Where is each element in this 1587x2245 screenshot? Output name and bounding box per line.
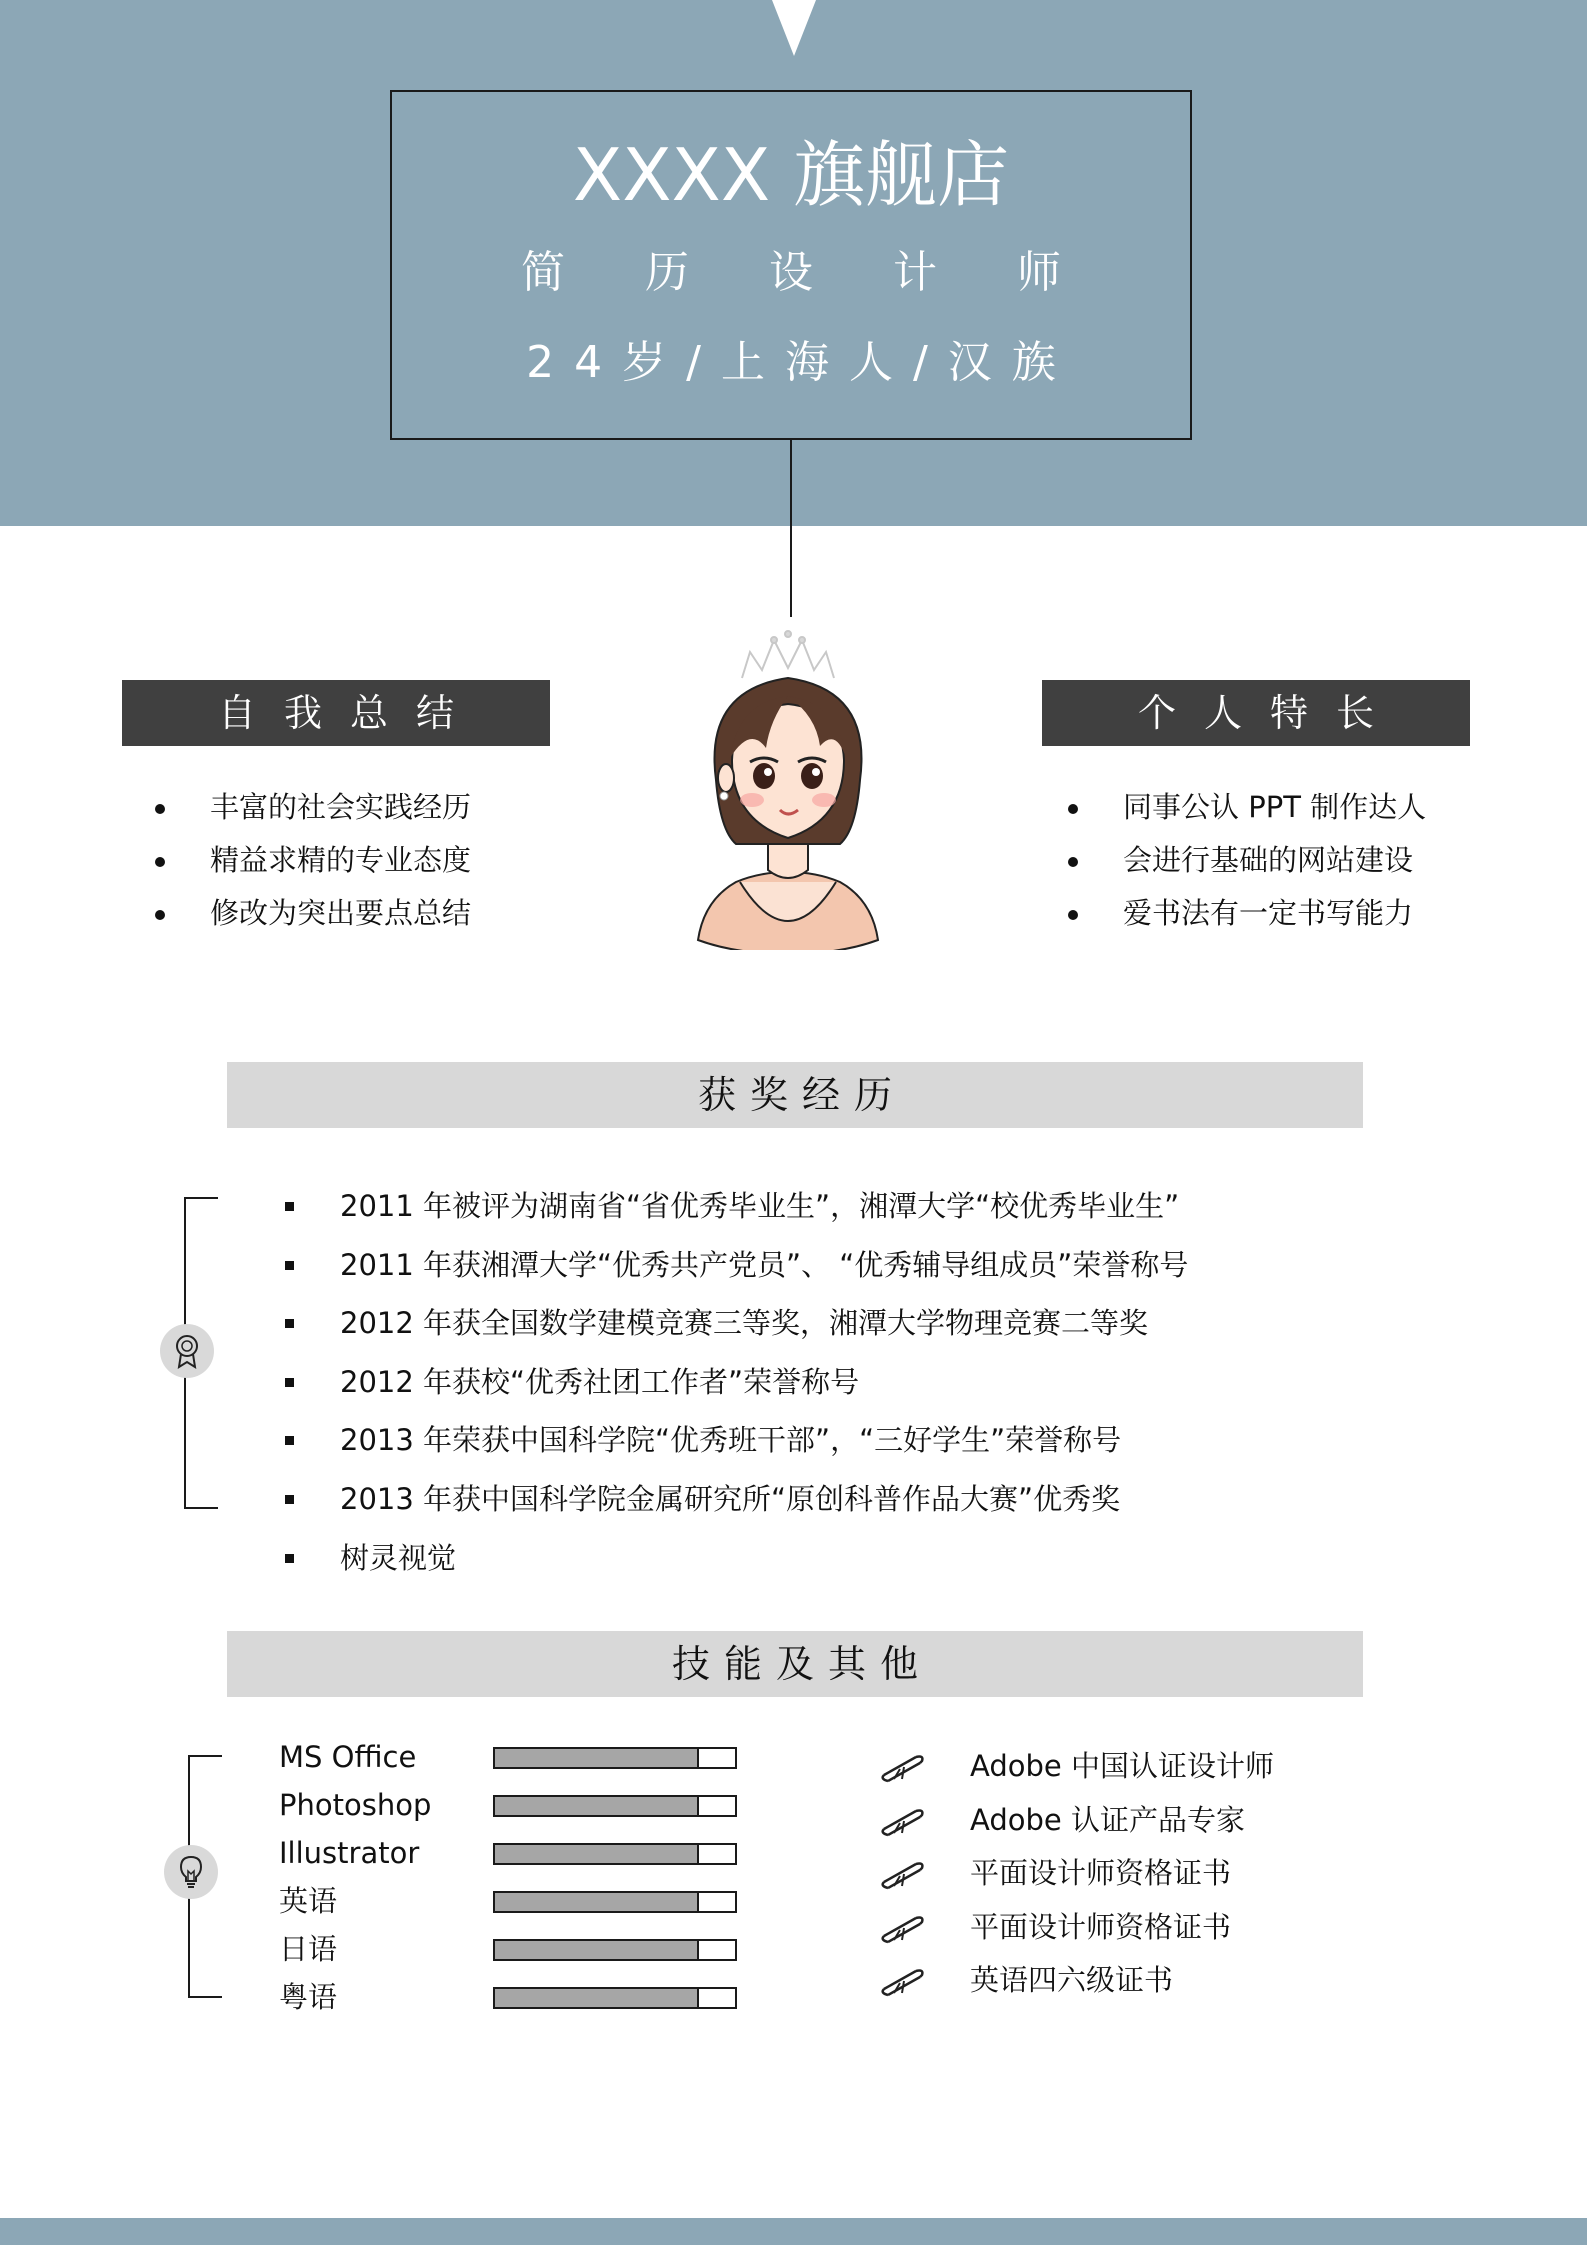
skill-label: Photoshop bbox=[279, 1788, 432, 1822]
skill-fill bbox=[495, 1941, 699, 1959]
resume-role: 简历设计师 bbox=[521, 247, 1141, 298]
list-item: 会进行基础的网站建设 bbox=[1068, 834, 1426, 887]
certificate-item bbox=[880, 1902, 1340, 1956]
skill-label: Illustrator bbox=[279, 1836, 420, 1870]
certificate-item bbox=[880, 1955, 1340, 2009]
skill-bar bbox=[493, 1843, 737, 1865]
resume-info: 24岁/上海人/汉族 bbox=[526, 337, 1076, 388]
list-item: 2011 年被评为湖南省“省优秀毕业生”，湘潭大学“校优秀毕业生” bbox=[285, 1177, 1188, 1236]
connector-line bbox=[790, 440, 792, 617]
certificates-list bbox=[880, 1741, 1340, 2009]
avatar bbox=[690, 630, 890, 950]
skill-fill bbox=[495, 1893, 699, 1911]
skill-bar bbox=[493, 1795, 737, 1817]
skill-bar bbox=[493, 1987, 737, 2009]
skill-row bbox=[279, 1781, 739, 1829]
list-item: 2013 年获中国科学院金属研究所“原创科普作品大赛”优秀奖 bbox=[285, 1470, 1188, 1529]
skill-fill bbox=[495, 1797, 699, 1815]
certificate-label: 平面设计师资格证书 bbox=[970, 1856, 1232, 1890]
lightbulb-icon bbox=[164, 1845, 218, 1899]
list-item: 丰富的社会实践经历 bbox=[155, 781, 471, 834]
list-item: 同事公认 PPT 制作达人 bbox=[1068, 781, 1426, 834]
skill-label: 日语 bbox=[279, 1932, 338, 1966]
skill-bar bbox=[493, 1891, 737, 1913]
list-item: 2011 年获湘潭大学“优秀共产党员”、 “优秀辅导组成员”荣誉称号 bbox=[285, 1236, 1188, 1295]
list-item: 树灵视觉 bbox=[285, 1529, 1188, 1588]
footer-band bbox=[0, 2218, 1587, 2245]
certificate-label: Adobe 认证产品专家 bbox=[970, 1802, 1245, 1837]
skill-bar bbox=[493, 1939, 737, 1961]
list-item: 修改为突出要点总结 bbox=[155, 887, 471, 940]
skill-label: MS Office bbox=[279, 1740, 417, 1774]
skill-row bbox=[279, 1877, 739, 1925]
certificate-label: 英语四六级证书 bbox=[970, 1963, 1174, 1997]
certificate-item bbox=[880, 1741, 1340, 1795]
certificate-label: 平面设计师资格证书 bbox=[970, 1909, 1232, 1944]
skill-fill bbox=[495, 1845, 699, 1863]
title-box bbox=[390, 90, 1192, 440]
certificate-item bbox=[880, 1795, 1340, 1849]
diploma-scroll-icon bbox=[880, 1910, 928, 1944]
list-item: 精益求精的专业态度 bbox=[155, 834, 471, 887]
specialties-title: 个人特长 bbox=[1137, 691, 1402, 735]
list-item: 爱书法有一定书写能力 bbox=[1068, 887, 1426, 940]
certificate-item bbox=[880, 1848, 1340, 1902]
self-summary-header bbox=[122, 680, 550, 746]
skills-title: 技能及其他 bbox=[671, 1642, 932, 1686]
skill-row bbox=[279, 1733, 739, 1781]
skill-row bbox=[279, 1925, 739, 1973]
diploma-scroll-icon bbox=[880, 1749, 928, 1783]
skill-row bbox=[279, 1973, 739, 2021]
skill-label: 粤语 bbox=[279, 1980, 338, 2014]
skills-list bbox=[279, 1733, 739, 2021]
award-medal-icon bbox=[160, 1324, 214, 1378]
awards-list bbox=[285, 1177, 1188, 1587]
self-summary-title: 自我总结 bbox=[217, 691, 482, 735]
certificate-label: Adobe 中国认证设计师 bbox=[970, 1749, 1274, 1783]
skill-bar bbox=[493, 1747, 737, 1769]
list-item: 2012 年获全国数学建模竞赛三等奖，湘潭大学物理竞赛二等奖 bbox=[285, 1294, 1188, 1353]
specialties-list bbox=[1068, 781, 1426, 940]
skill-fill bbox=[495, 1989, 699, 2007]
awards-header bbox=[227, 1062, 1363, 1128]
resume-name: XXXX 旗舰店 bbox=[572, 133, 1010, 217]
skill-row bbox=[279, 1829, 739, 1877]
skill-label: 英语 bbox=[279, 1884, 338, 1918]
header-notch bbox=[772, 0, 816, 56]
specialties-header bbox=[1042, 680, 1470, 746]
tiara-icon bbox=[742, 631, 834, 678]
list-item: 2013 年荣获中国科学院“优秀班干部”，“三好学生”荣誉称号 bbox=[285, 1411, 1188, 1470]
skills-header bbox=[227, 1631, 1363, 1697]
diploma-scroll-icon bbox=[880, 1856, 928, 1890]
list-item: 2012 年获校“优秀社团工作者”荣誉称号 bbox=[285, 1353, 1188, 1412]
awards-title: 获奖经历 bbox=[697, 1073, 906, 1117]
self-summary-list bbox=[155, 781, 471, 940]
diploma-scroll-icon bbox=[880, 1963, 928, 1997]
skill-fill bbox=[495, 1749, 699, 1767]
diploma-scroll-icon bbox=[880, 1803, 928, 1837]
